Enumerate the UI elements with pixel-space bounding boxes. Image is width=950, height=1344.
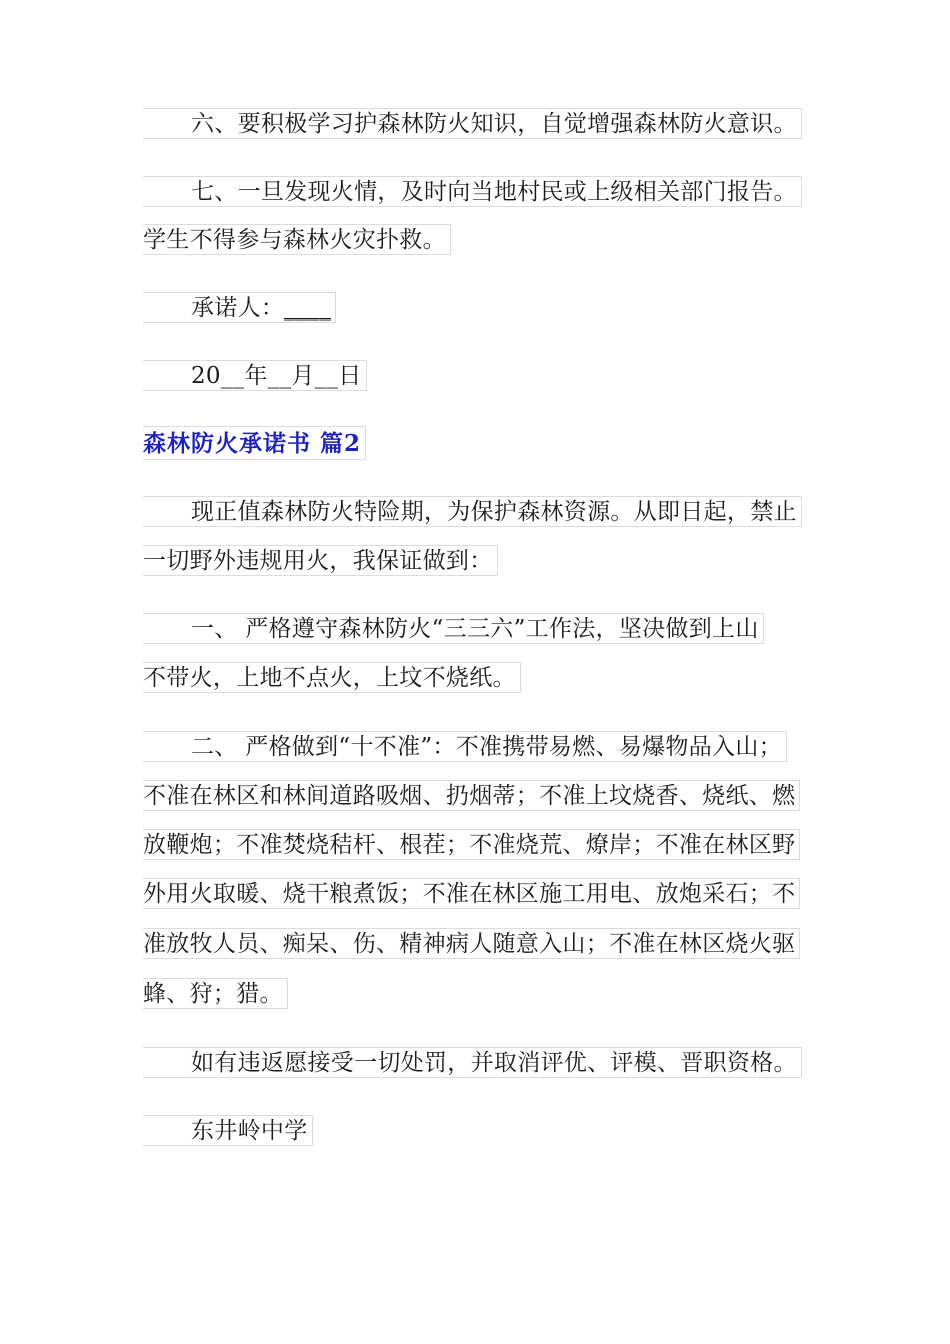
point-two-line-1: 二、 严格做到“十不准”：不准携带易燃、易爆物品入山； bbox=[143, 731, 787, 762]
item-seven-line-2: 学生不得参与森林火灾扑救。 bbox=[143, 224, 451, 255]
point-one-line-1: 一、 严格遵守森林防火“三三六”工作法，坚决做到上山 bbox=[143, 613, 764, 644]
point-one-line-2: 不带火，上地不点火，上坟不烧纸。 bbox=[143, 662, 521, 693]
intro-line-2: 一切野外违规用火，我保证做到： bbox=[143, 545, 498, 576]
item-six: 六、要积极学习护森林防火知识，自觉增强森林防火意识。 bbox=[143, 108, 802, 139]
item-seven-line-1: 七、一旦发现火情，及时向当地村民或上级相关部门报告。 bbox=[143, 176, 802, 207]
point-two-line-6: 蜂、狩；猎。 bbox=[143, 978, 288, 1009]
point-two-line-2: 不准在林区和林间道路吸烟、扔烟蒂；不准上坟烧香、烧纸、燃 bbox=[143, 780, 800, 811]
intro-line-1: 现正值森林防火特险期，为保护森林资源。从即日起，禁止 bbox=[143, 496, 802, 527]
penalty-line: 如有违返愿接受一切处罚，并取消评优、评模、晋职资格。 bbox=[143, 1047, 802, 1078]
signer-label: 承诺人： bbox=[191, 295, 285, 321]
signer-blank: ____ bbox=[284, 295, 332, 321]
point-two-line-5: 准放牧人员、痴呆、伤、精神病人随意入山；不准在林区烧火驱 bbox=[143, 928, 800, 959]
signer-line bbox=[143, 292, 336, 323]
point-two-line-4: 外用火取暖、烧干粮煮饭；不准在林区施工用电、放炮采石；不 bbox=[143, 878, 800, 909]
date-line: 20__年__月__日 bbox=[143, 360, 367, 391]
school-name: 东井岭中学 bbox=[143, 1115, 313, 1146]
point-two-line-3: 放鞭炮；不准焚烧秸杆、根茬；不准烧荒、燎岸；不准在林区野 bbox=[143, 829, 800, 860]
section-heading: 森林防火承诺书 篇2 bbox=[143, 426, 366, 460]
